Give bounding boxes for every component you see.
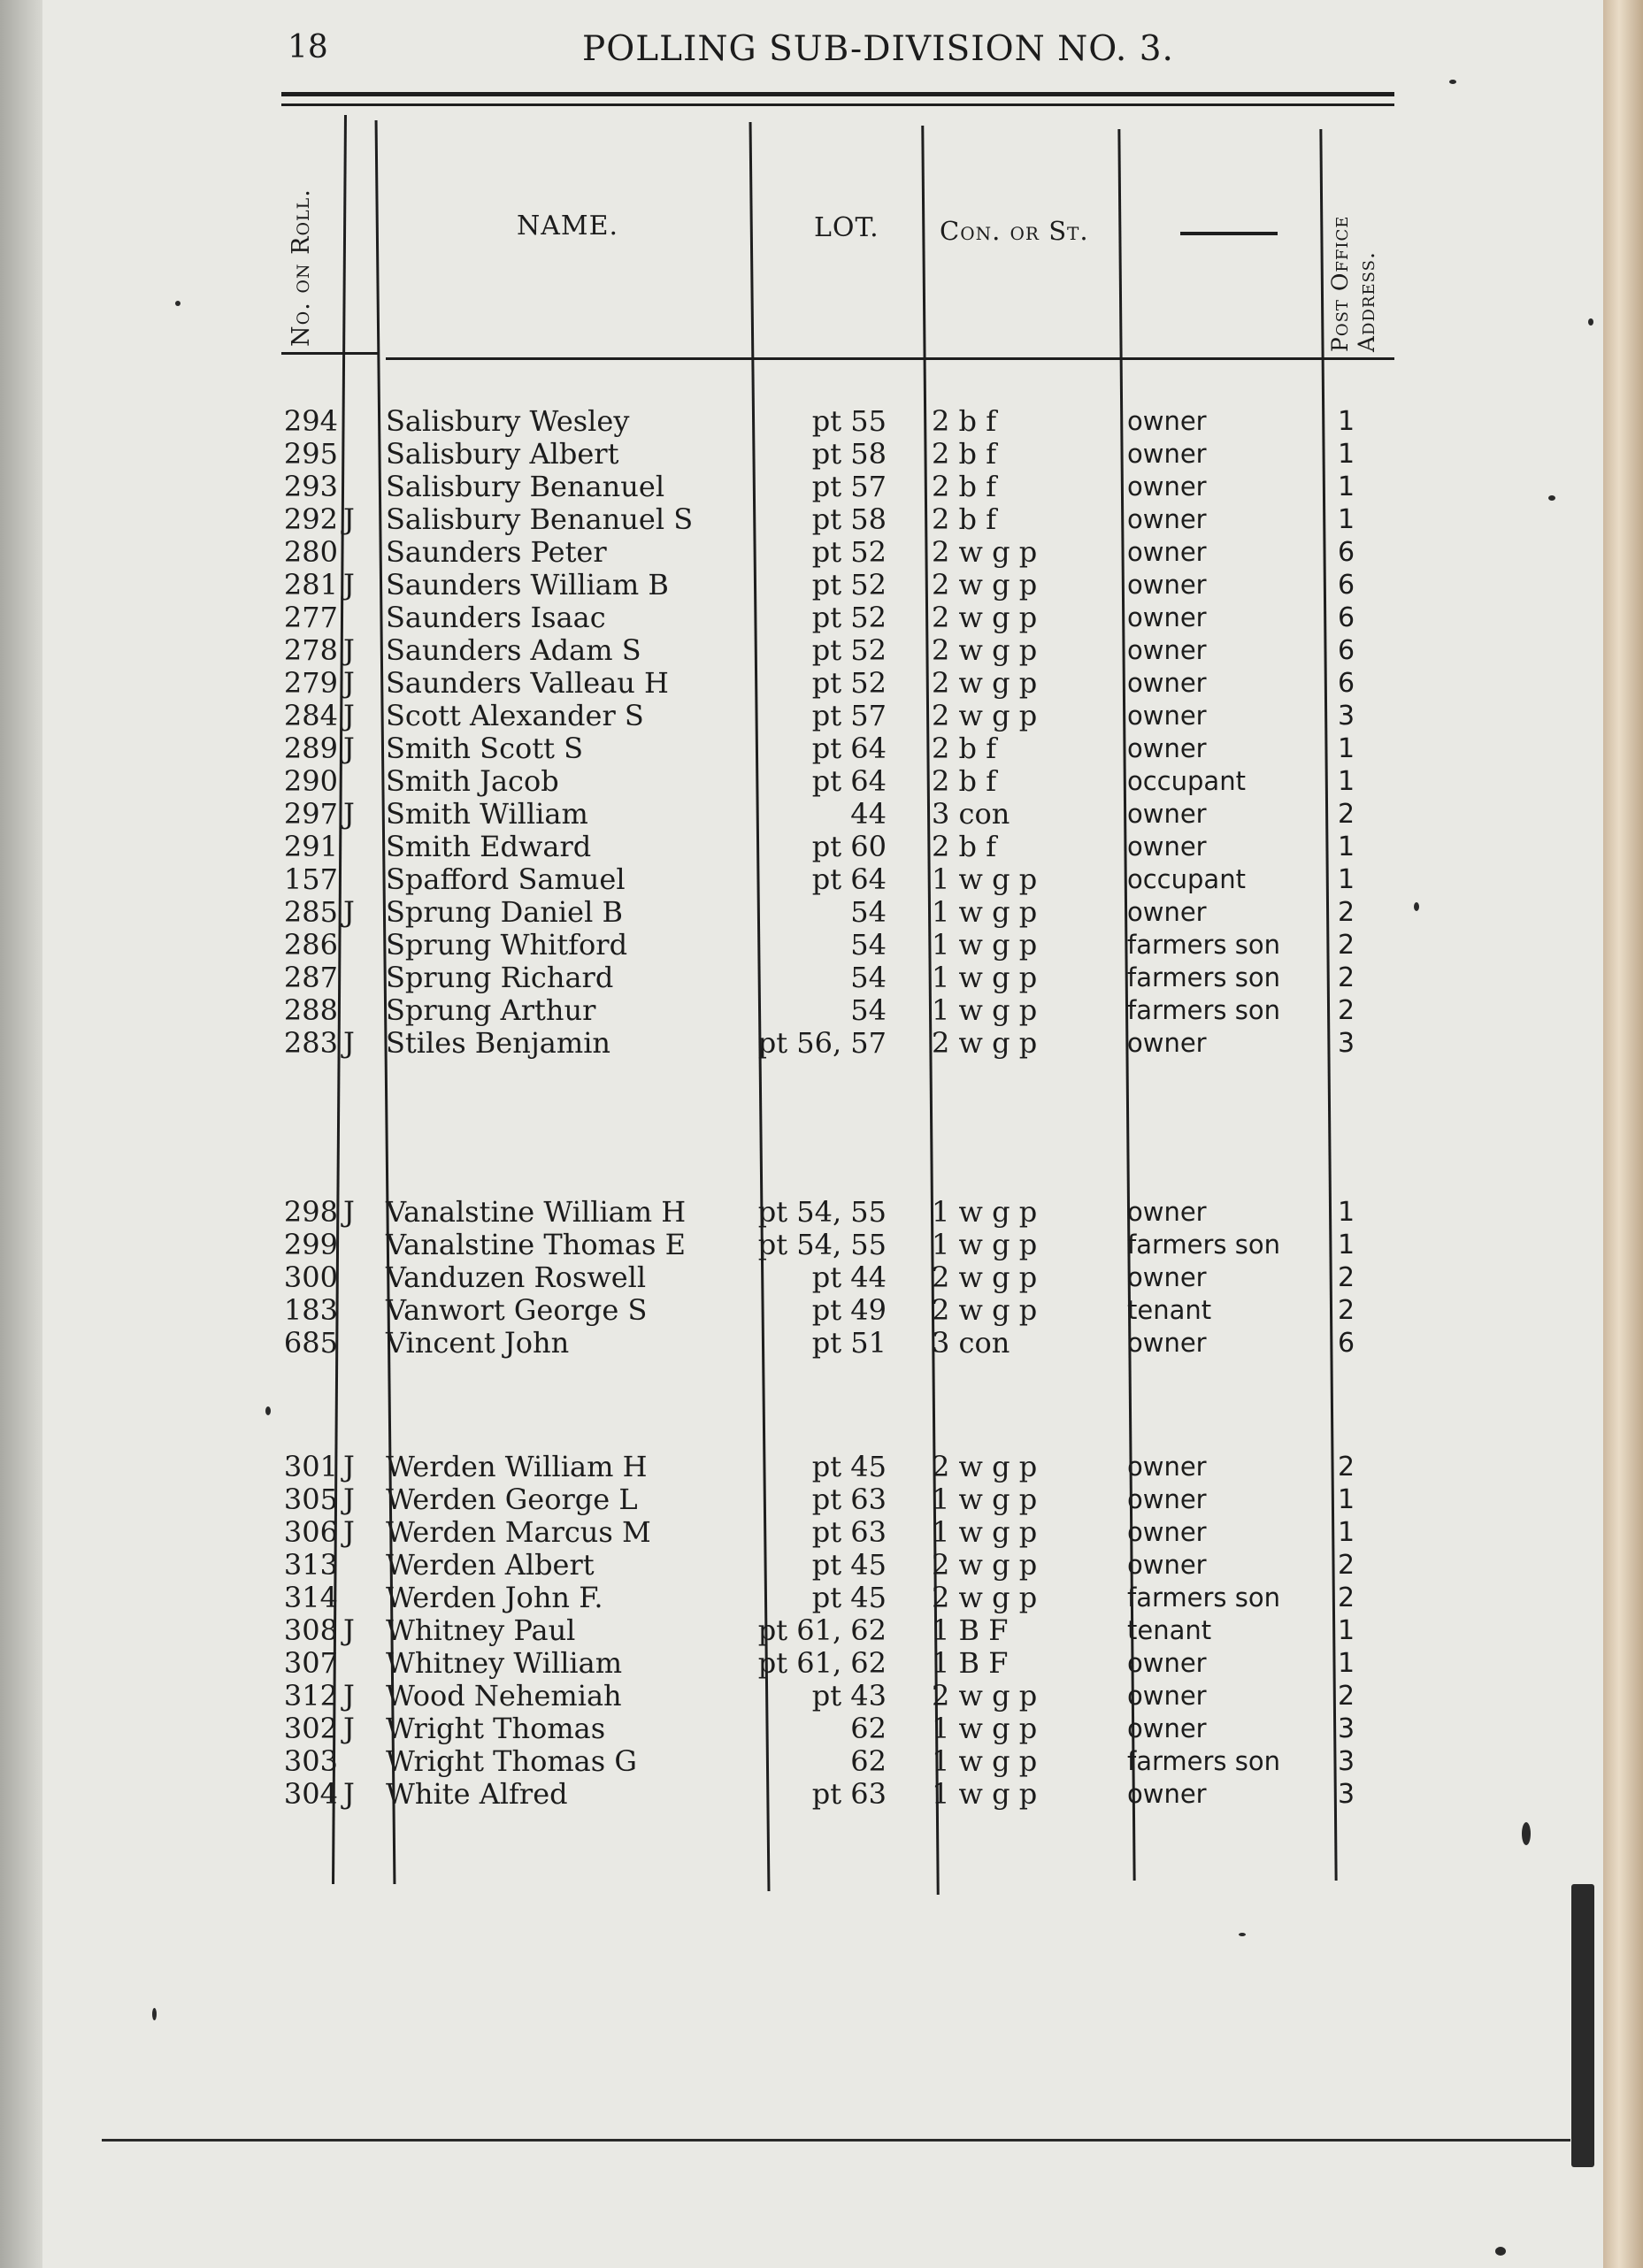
occupancy-status: owner: [1127, 668, 1207, 698]
post-office-number: 1: [1338, 1648, 1355, 1679]
voter-name: Whitney Paul: [386, 1613, 576, 1647]
post-office-number: 2: [1338, 930, 1355, 961]
roll-number: 300: [283, 1260, 338, 1294]
concession: 2 w g p: [932, 699, 1038, 732]
lot-number: pt 64: [811, 862, 887, 896]
roll-number: 306: [283, 1515, 338, 1549]
voter-name: Vanduzen Roswell: [386, 1260, 647, 1294]
occupancy-status: owner: [1127, 1197, 1207, 1227]
lot-number: pt 45: [811, 1581, 887, 1614]
concession: 1 w g p: [932, 928, 1038, 962]
juror-mark: J: [343, 1483, 355, 1516]
concession: 2 w g p: [932, 1548, 1038, 1582]
roll-number: 293: [283, 470, 338, 503]
concession: 3 con: [932, 1326, 1010, 1360]
header-status-dash: [1180, 232, 1278, 235]
lot-number: pt 45: [811, 1450, 887, 1483]
voter-name: Vincent John: [386, 1326, 570, 1360]
concession: 1 w g p: [932, 1712, 1038, 1745]
lot-number: pt 64: [811, 732, 887, 765]
roll-number: 308: [283, 1613, 338, 1647]
voter-name: Werden Marcus M: [386, 1515, 651, 1549]
print-speck: [175, 301, 180, 306]
voter-name: Wood Nehemiah: [386, 1679, 622, 1712]
roll-number: 301: [283, 1450, 338, 1483]
header-no-on-roll: No. on Roll.: [288, 188, 315, 347]
print-speck: [1522, 1822, 1531, 1845]
occupancy-status: owner: [1127, 701, 1207, 731]
concession: 1 w g p: [932, 1515, 1038, 1549]
roll-number: 299: [283, 1228, 338, 1261]
post-office-number: 1: [1338, 1230, 1355, 1260]
voter-name: Sprung Richard: [386, 961, 614, 994]
print-speck: [1548, 495, 1555, 501]
roll-number: 312: [283, 1679, 338, 1712]
concession: 1 w g p: [932, 1228, 1038, 1261]
post-office-number: 6: [1338, 570, 1355, 601]
voter-name: Vanalstine Thomas E: [386, 1228, 686, 1261]
roll-number: 285: [283, 895, 338, 929]
post-office-number: 2: [1338, 1452, 1355, 1483]
occupancy-status: owner: [1127, 635, 1207, 665]
voter-name: Sprung Whitford: [386, 928, 628, 962]
voter-name: Saunders Adam S: [386, 633, 641, 667]
post-office-number: 1: [1338, 1484, 1355, 1515]
juror-mark: J: [343, 895, 355, 929]
voter-name: Salisbury Benanuel: [386, 470, 665, 503]
occupancy-status: farmers son: [1127, 1230, 1280, 1260]
print-speck: [1414, 902, 1419, 911]
concession: 2 b f: [932, 732, 997, 765]
lot-number: 54: [850, 993, 887, 1027]
occupancy-status: farmers son: [1127, 962, 1280, 992]
juror-mark: J: [343, 666, 355, 700]
lot-number: pt 54, 55: [757, 1195, 887, 1229]
print-speck: [152, 2008, 157, 2020]
header-con-or-st: Con. or St.: [940, 216, 1089, 246]
post-office-number: 2: [1338, 897, 1355, 928]
page-number: 18: [288, 29, 328, 65]
roll-number: 304: [283, 1777, 338, 1811]
voter-name: Smith Jacob: [386, 764, 559, 798]
header-rule-main: [386, 357, 1394, 360]
lot-number: pt 52: [811, 601, 887, 634]
lot-number: pt 52: [811, 633, 887, 667]
occupancy-status: farmers son: [1127, 1582, 1280, 1613]
lot-number: pt 45: [811, 1548, 887, 1582]
roll-number: 278: [283, 633, 338, 667]
post-office-number: 6: [1338, 668, 1355, 699]
concession: 3 con: [932, 797, 1010, 831]
occupancy-status: farmers son: [1127, 1746, 1280, 1776]
post-office-number: 1: [1338, 406, 1355, 437]
roll-number: 281: [283, 568, 338, 601]
concession: 1 w g p: [932, 1744, 1038, 1778]
occupancy-status: farmers son: [1127, 930, 1280, 960]
lot-number: pt 55: [811, 404, 887, 438]
post-office-number: 3: [1338, 1746, 1355, 1777]
lot-number: 54: [850, 961, 887, 994]
juror-mark: J: [343, 1613, 355, 1647]
occupancy-status: owner: [1127, 831, 1207, 862]
occupancy-status: owner: [1127, 733, 1207, 763]
occupancy-status: farmers son: [1127, 995, 1280, 1025]
juror-mark: J: [343, 1026, 355, 1060]
lot-number: pt 44: [811, 1260, 887, 1294]
occupancy-status: owner: [1127, 799, 1207, 829]
concession: 2 w g p: [932, 1026, 1038, 1060]
voter-name: Salisbury Wesley: [386, 404, 630, 438]
post-office-number: 2: [1338, 995, 1355, 1026]
lot-number: 62: [850, 1712, 887, 1745]
header-lot: LOT.: [814, 212, 879, 243]
concession: 2 w g p: [932, 601, 1038, 634]
post-office-number: 6: [1338, 537, 1355, 568]
concession: 1 w g p: [932, 1483, 1038, 1516]
concession: 1 w g p: [932, 961, 1038, 994]
occupancy-status: owner: [1127, 471, 1207, 502]
roll-number: 303: [283, 1744, 338, 1778]
occupancy-status: owner: [1127, 504, 1207, 534]
roll-number: 298: [283, 1195, 338, 1229]
lot-number: 54: [850, 895, 887, 929]
post-office-number: 2: [1338, 1550, 1355, 1581]
concession: 2 b f: [932, 404, 997, 438]
occupancy-status: owner: [1127, 406, 1207, 436]
post-office-number: 1: [1338, 831, 1355, 862]
lot-number: pt 63: [811, 1777, 887, 1811]
post-office-number: 6: [1338, 602, 1355, 633]
post-office-number: 1: [1338, 766, 1355, 797]
occupancy-status: owner: [1127, 1648, 1207, 1678]
lot-number: pt 52: [811, 535, 887, 569]
post-office-number: 1: [1338, 504, 1355, 535]
juror-mark: J: [343, 1450, 355, 1483]
post-office-number: 6: [1338, 1328, 1355, 1359]
post-office-number: 1: [1338, 471, 1355, 502]
print-speck: [1495, 2247, 1506, 2256]
roll-number: 290: [283, 764, 338, 798]
rule-status-right: [1319, 129, 1337, 1881]
lot-number: pt 57: [811, 470, 887, 503]
occupancy-status: owner: [1127, 1713, 1207, 1743]
concession: 2 b f: [932, 502, 997, 536]
concession: 2 b f: [932, 437, 997, 471]
lot-number: pt 52: [811, 568, 887, 601]
roll-number: 283: [283, 1026, 338, 1060]
juror-mark: J: [343, 699, 355, 732]
post-office-number: 2: [1338, 799, 1355, 830]
roll-number: 297: [283, 797, 338, 831]
post-office-number: 2: [1338, 1295, 1355, 1326]
voter-name: Spafford Samuel: [386, 862, 626, 896]
voter-name: Saunders William B: [386, 568, 669, 601]
juror-mark: J: [343, 1712, 355, 1745]
lot-number: pt 56, 57: [757, 1026, 887, 1060]
concession: 1 w g p: [932, 862, 1038, 896]
concession: 1 w g p: [932, 1195, 1038, 1229]
juror-mark: J: [343, 633, 355, 667]
lot-number: pt 52: [811, 666, 887, 700]
post-office-number: 2: [1338, 1681, 1355, 1712]
concession: 2 b f: [932, 830, 997, 863]
concession: 1 w g p: [932, 993, 1038, 1027]
lot-number: pt 61, 62: [757, 1613, 887, 1647]
roll-number: 307: [283, 1646, 338, 1680]
voter-name: Werden John F.: [386, 1581, 603, 1614]
roll-number: 288: [283, 993, 338, 1027]
lot-number: pt 60: [811, 830, 887, 863]
voter-name: Vanwort George S: [386, 1293, 648, 1327]
roll-number: 685: [283, 1326, 338, 1360]
lot-number: pt 64: [811, 764, 887, 798]
header-name: NAME.: [517, 211, 619, 241]
occupancy-status: owner: [1127, 1262, 1207, 1292]
lot-number: pt 51: [811, 1326, 887, 1360]
occupancy-status: owner: [1127, 439, 1207, 469]
occupancy-status: owner: [1127, 1484, 1207, 1514]
page-fore-edge: [1603, 0, 1643, 2268]
roll-number: 157: [283, 862, 338, 896]
lot-number: 62: [850, 1744, 887, 1778]
juror-mark: J: [343, 502, 355, 536]
lot-number: 54: [850, 928, 887, 962]
roll-number: 294: [283, 404, 338, 438]
voter-name: Smith William: [386, 797, 588, 831]
post-office-number: 1: [1338, 439, 1355, 470]
lot-number: pt 61, 62: [757, 1646, 887, 1680]
voter-name: Scott Alexander S: [386, 699, 644, 732]
post-office-number: 3: [1338, 1713, 1355, 1744]
lot-number: pt 54, 55: [757, 1228, 887, 1261]
occupancy-status: owner: [1127, 897, 1207, 927]
title-rule-thick: [281, 92, 1394, 96]
concession: 2 b f: [932, 470, 997, 503]
occupancy-status: owner: [1127, 1550, 1207, 1580]
page-bottom-rule: [102, 2139, 1570, 2142]
post-office-number: 1: [1338, 1197, 1355, 1228]
post-office-number: 3: [1338, 1028, 1355, 1059]
voter-name: Whitney William: [386, 1646, 623, 1680]
lot-number: 44: [850, 797, 887, 831]
concession: 1 w g p: [932, 1777, 1038, 1811]
roll-number: 289: [283, 732, 338, 765]
juror-mark: J: [343, 1777, 355, 1811]
occupancy-status: owner: [1127, 1779, 1207, 1809]
header-rule-left: [281, 352, 379, 355]
concession: 1 B F: [932, 1646, 1009, 1680]
lot-number: pt 58: [811, 437, 887, 471]
voter-name: Salisbury Benanuel S: [386, 502, 694, 536]
occupancy-status: owner: [1127, 570, 1207, 600]
concession: 2 w g p: [932, 1581, 1038, 1614]
roll-number: 302: [283, 1712, 338, 1745]
post-office-number: 3: [1338, 1779, 1355, 1810]
lot-number: pt 57: [811, 699, 887, 732]
post-office-number: 3: [1338, 701, 1355, 732]
print-speck: [1588, 318, 1593, 326]
concession: 2 b f: [932, 764, 997, 798]
lot-number: pt 63: [811, 1483, 887, 1516]
voter-name: Salisbury Albert: [386, 437, 619, 471]
concession: 2 w g p: [932, 633, 1038, 667]
voter-name: Werden Albert: [386, 1548, 595, 1582]
concession: 1 B F: [932, 1613, 1009, 1647]
roll-number: 292: [283, 502, 338, 536]
voter-name: Smith Scott S: [386, 732, 584, 765]
roll-number: 280: [283, 535, 338, 569]
concession: 1 w g p: [932, 895, 1038, 929]
roll-number: 286: [283, 928, 338, 962]
juror-mark: J: [343, 568, 355, 601]
voter-name: Stiles Benjamin: [386, 1026, 611, 1060]
voter-name: Sprung Arthur: [386, 993, 596, 1027]
juror-mark: J: [343, 797, 355, 831]
occupancy-status: tenant: [1127, 1615, 1212, 1645]
post-office-number: 2: [1338, 962, 1355, 993]
juror-mark: J: [343, 1679, 355, 1712]
voter-name: Smith Edward: [386, 830, 592, 863]
concession: 2 w g p: [932, 1679, 1038, 1712]
lot-number: pt 49: [811, 1293, 887, 1327]
voter-name: Wright Thomas: [386, 1712, 606, 1745]
header-post-office: Post Office Address.: [1327, 215, 1379, 352]
roll-number: 277: [283, 601, 338, 634]
voter-name: White Alfred: [386, 1777, 568, 1811]
roll-number: 284: [283, 699, 338, 732]
occupancy-status: owner: [1127, 537, 1207, 567]
roll-number: 279: [283, 666, 338, 700]
page-binding-shadow: [0, 0, 42, 2268]
occupancy-status: owner: [1127, 1517, 1207, 1547]
post-office-number: 1: [1338, 864, 1355, 895]
voter-name: Vanalstine William H: [386, 1195, 687, 1229]
voter-name: Saunders Peter: [386, 535, 607, 569]
thumb-tab-mark: [1571, 1884, 1594, 2167]
concession: 2 w g p: [932, 568, 1038, 601]
voter-name: Wright Thomas G: [386, 1744, 637, 1778]
juror-mark: J: [343, 1515, 355, 1549]
roll-number: 183: [283, 1293, 338, 1327]
post-office-number: 2: [1338, 1582, 1355, 1613]
occupancy-status: owner: [1127, 1681, 1207, 1711]
title-rule-thin: [281, 103, 1394, 106]
roll-number: 313: [283, 1548, 338, 1582]
voter-name: Werden George L: [386, 1483, 638, 1516]
post-office-number: 6: [1338, 635, 1355, 666]
lot-number: pt 43: [811, 1679, 887, 1712]
post-office-number: 1: [1338, 1615, 1355, 1646]
occupancy-status: owner: [1127, 1452, 1207, 1482]
post-office-number: 1: [1338, 1517, 1355, 1548]
occupancy-status: owner: [1127, 1328, 1207, 1358]
occupancy-status: occupant: [1127, 766, 1246, 796]
concession: 2 w g p: [932, 1260, 1038, 1294]
lot-number: pt 63: [811, 1515, 887, 1549]
juror-mark: J: [343, 732, 355, 765]
post-office-number: 1: [1338, 733, 1355, 764]
roll-number: 314: [283, 1581, 338, 1614]
concession: 2 w g p: [932, 1293, 1038, 1327]
concession: 2 w g p: [932, 666, 1038, 700]
page-title: POLLING SUB-DIVISION NO. 3.: [582, 29, 1174, 69]
occupancy-status: owner: [1127, 1028, 1207, 1058]
roll-number: 295: [283, 437, 338, 471]
lot-number: pt 58: [811, 502, 887, 536]
roll-number: 291: [283, 830, 338, 863]
post-office-number: 2: [1338, 1262, 1355, 1293]
occupancy-status: owner: [1127, 602, 1207, 632]
occupancy-status: tenant: [1127, 1295, 1212, 1325]
print-speck: [265, 1406, 271, 1415]
concession: 2 w g p: [932, 1450, 1038, 1483]
voter-name: Werden William H: [386, 1450, 648, 1483]
voter-name: Saunders Valleau H: [386, 666, 669, 700]
concession: 2 w g p: [932, 535, 1038, 569]
occupancy-status: occupant: [1127, 864, 1246, 894]
print-speck: [1239, 1933, 1246, 1936]
voter-name: Saunders Isaac: [386, 601, 606, 634]
voter-name: Sprung Daniel B: [386, 895, 624, 929]
print-speck: [1449, 80, 1456, 84]
juror-mark: J: [343, 1195, 355, 1229]
roll-number: 287: [283, 961, 338, 994]
roll-number: 305: [283, 1483, 338, 1516]
